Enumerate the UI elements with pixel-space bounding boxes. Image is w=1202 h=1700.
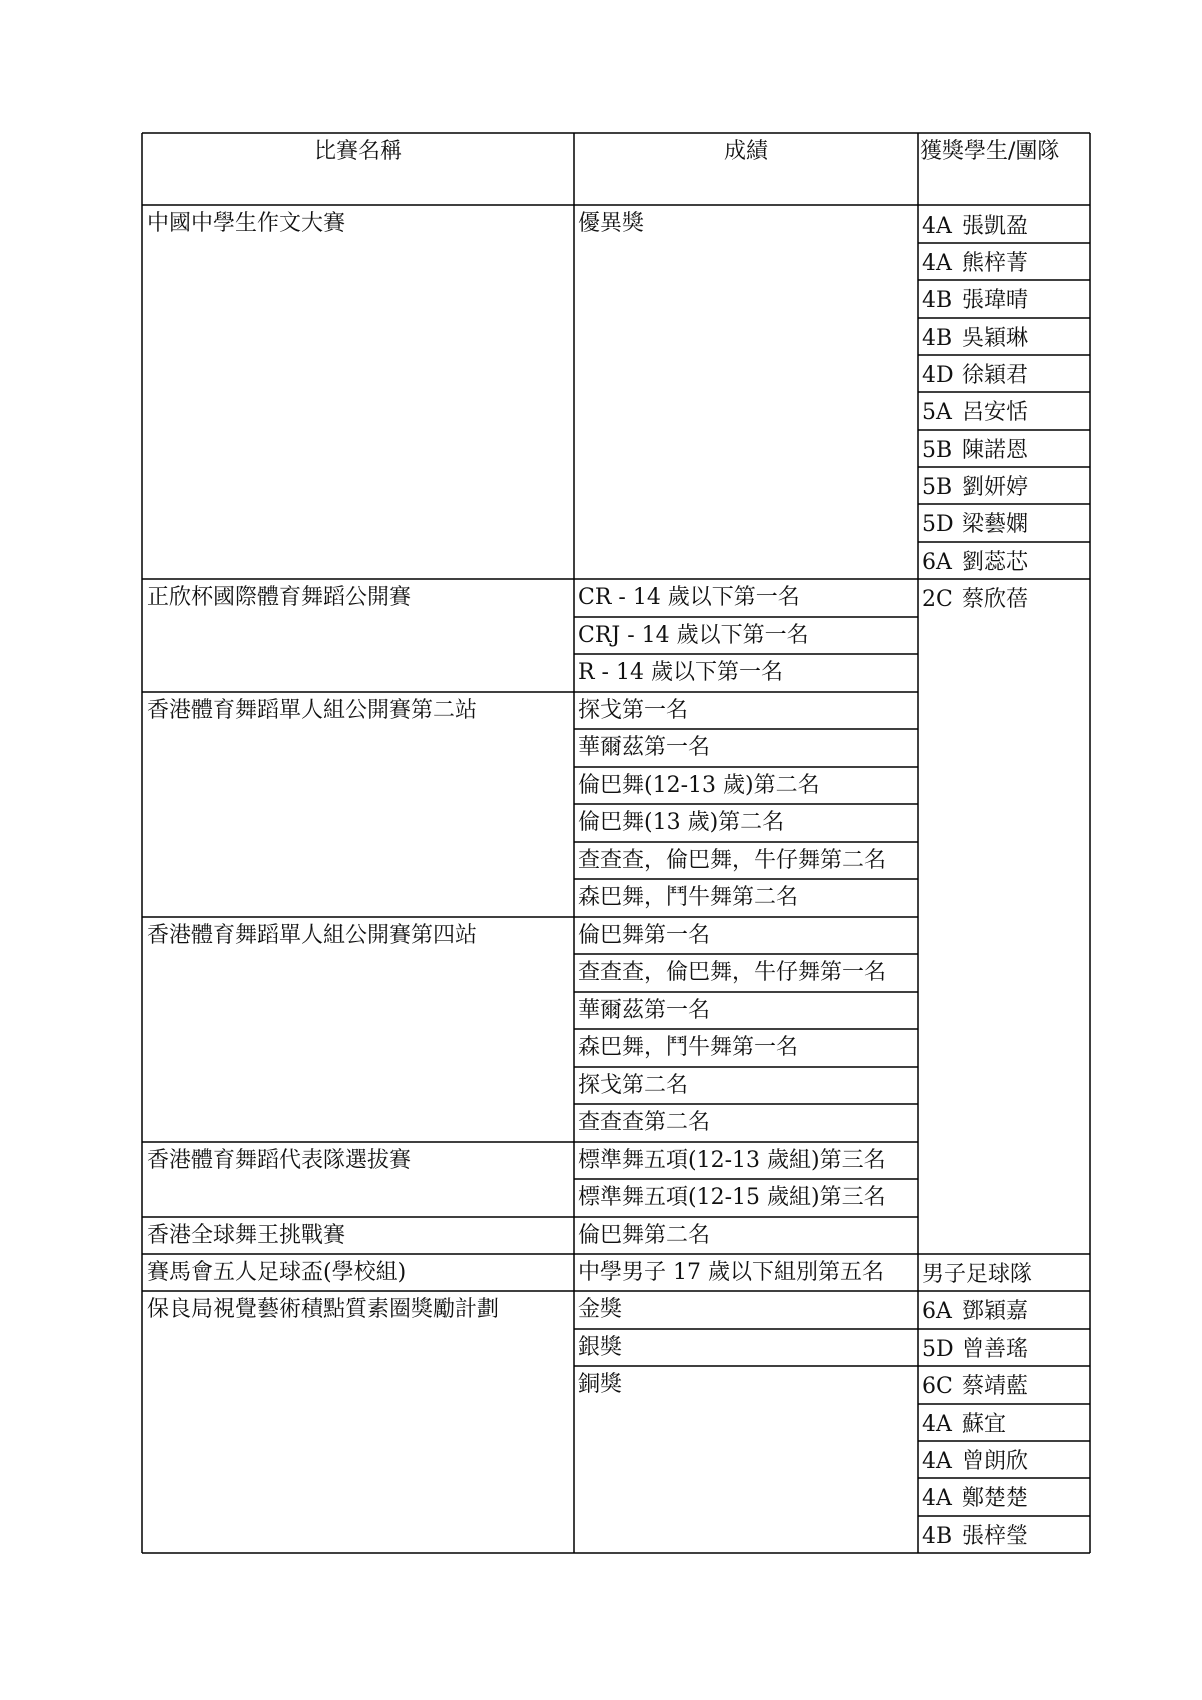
awardee-class: 5D <box>922 512 954 537</box>
result-text: 華爾茲第一名 <box>578 998 711 1023</box>
awardee-name: 呂安恬 <box>962 400 1029 425</box>
result-text: 金獎 <box>578 1297 623 1322</box>
awardee-name: 張凱盈 <box>962 214 1029 239</box>
awardee-class: 5D <box>922 1337 954 1362</box>
awardee-class: 4A <box>922 1486 952 1511</box>
result-text: 銀獎 <box>578 1335 623 1360</box>
awardee-class: 4A <box>922 251 952 276</box>
awardee-name: 蔡欣蓓 <box>962 587 1029 612</box>
result-text: 森巴舞，鬥牛舞第一名 <box>578 1035 799 1060</box>
awardee-name: 蘇宜 <box>962 1412 1007 1437</box>
awardee-name: 鄧穎嘉 <box>962 1299 1029 1324</box>
awardee-class: 4A <box>922 1449 952 1474</box>
awardee-class: 2C <box>922 587 953 612</box>
awardee-class: 4B <box>922 326 953 351</box>
awardee-name: 徐穎君 <box>962 363 1029 388</box>
awardee-name: 陳諾恩 <box>962 438 1029 463</box>
awardee-entry <box>922 1338 1028 1362</box>
awardee-name: 男子足球隊 <box>922 1262 1033 1287</box>
awardee-entry <box>922 401 1028 425</box>
awardee-name: 劉蕊芯 <box>962 550 1029 575</box>
competition-name: 香港體育舞蹈代表隊選拔賽 <box>147 1148 412 1173</box>
awardee-class: 4A <box>922 1412 952 1437</box>
awardee-class: 5A <box>922 400 952 425</box>
awardee-entry <box>922 513 1028 537</box>
result-text: 標準舞五項(12-13 歲組)第三名 <box>578 1148 886 1173</box>
awardee-name: 熊梓菁 <box>962 251 1029 276</box>
result-text: 查查查第二名 <box>578 1110 711 1135</box>
awardee-class: 4B <box>922 288 953 313</box>
result-text: 銅獎 <box>578 1372 623 1397</box>
awardee-name: 吳穎琳 <box>962 326 1029 351</box>
result-text: 森巴舞，鬥牛舞第二名 <box>578 885 799 910</box>
result-text: 優異獎 <box>578 211 645 236</box>
awardee-entry <box>922 1525 1028 1549</box>
result-text: CRJ - 14 歲以下第一名 <box>578 623 809 648</box>
awardee-class: 4A <box>922 214 952 239</box>
awardee-name: 蔡靖藍 <box>962 1374 1029 1399</box>
awardee-entry <box>922 588 1028 612</box>
awardee-entry <box>922 439 1028 463</box>
awardee-name: 曾朗欣 <box>962 1449 1029 1474</box>
awardee-entry <box>922 327 1028 351</box>
awardee-class: 6A <box>922 1299 952 1324</box>
result-text: 倫巴舞(12-13 歲)第二名 <box>578 773 820 798</box>
awardee-entry <box>922 1375 1028 1399</box>
competition-name: 賽馬會五人足球盃(學校組) <box>147 1260 407 1285</box>
competition-name: 保良局視覺藝術積點質素圈獎勵計劃 <box>147 1297 500 1322</box>
competition-name: 正欣杯國際體育舞蹈公開賽 <box>147 585 412 610</box>
awardee-entry <box>922 252 1028 276</box>
result-text: 探戈第一名 <box>578 698 689 723</box>
result-text: R - 14 歲以下第一名 <box>578 660 783 685</box>
awardee-class: 5B <box>922 438 953 463</box>
result-text: 探戈第二名 <box>578 1073 689 1098</box>
result-text: 查查查，倫巴舞，牛仔舞第一名 <box>578 960 887 985</box>
awardee-name: 張瑋晴 <box>962 288 1029 313</box>
competition-name: 香港體育舞蹈單人組公開賽第四站 <box>147 923 478 948</box>
result-text: 倫巴舞第二名 <box>578 1223 711 1248</box>
awardee-name: 張梓瑩 <box>962 1524 1029 1549</box>
header-result: 成績 <box>723 139 768 164</box>
awardee-entry <box>922 551 1028 575</box>
awardee-name: 鄭楚楚 <box>962 1486 1029 1511</box>
awardee-entry <box>922 289 1028 313</box>
awardee-entry <box>922 1487 1028 1511</box>
awardee-entry <box>922 1413 1006 1437</box>
result-text: 倫巴舞(13 歲)第二名 <box>578 810 785 835</box>
awardee-entry <box>922 1300 1028 1324</box>
result-text: 中學男子 17 歲以下組別第五名 <box>578 1260 884 1285</box>
awardee-entry <box>922 364 1028 388</box>
result-text: 查查查，倫巴舞，牛仔舞第二名 <box>578 848 887 873</box>
awardee-entry <box>922 1263 1032 1287</box>
awardee-class: 4D <box>922 363 954 388</box>
awardee-name: 梁藝嫻 <box>962 512 1029 537</box>
awardee-entry <box>922 1450 1028 1474</box>
result-text: 華爾茲第一名 <box>578 735 711 760</box>
competition-name: 中國中學生作文大賽 <box>147 211 346 236</box>
awardee-name: 劉妍婷 <box>962 475 1029 500</box>
awardee-class: 6A <box>922 550 952 575</box>
awardee-entry <box>922 215 1028 239</box>
awardee-class: 5B <box>922 475 953 500</box>
awardee-name: 曾善瑤 <box>962 1337 1029 1362</box>
header-competition: 比賽名稱 <box>313 139 402 164</box>
result-text: 標準舞五項(12-15 歲組)第三名 <box>578 1185 886 1210</box>
awardee-entry <box>922 476 1028 500</box>
awardee-class: 4B <box>922 1524 953 1549</box>
header-awardee: 獲獎學生/團隊 <box>920 139 1060 164</box>
result-text: CR - 14 歲以下第一名 <box>578 585 800 610</box>
competition-name: 香港體育舞蹈單人組公開賽第二站 <box>147 698 478 723</box>
result-text: 倫巴舞第一名 <box>578 923 711 948</box>
competition-name: 香港全球舞王挑戰賽 <box>147 1223 346 1248</box>
awardee-class: 6C <box>922 1374 953 1399</box>
